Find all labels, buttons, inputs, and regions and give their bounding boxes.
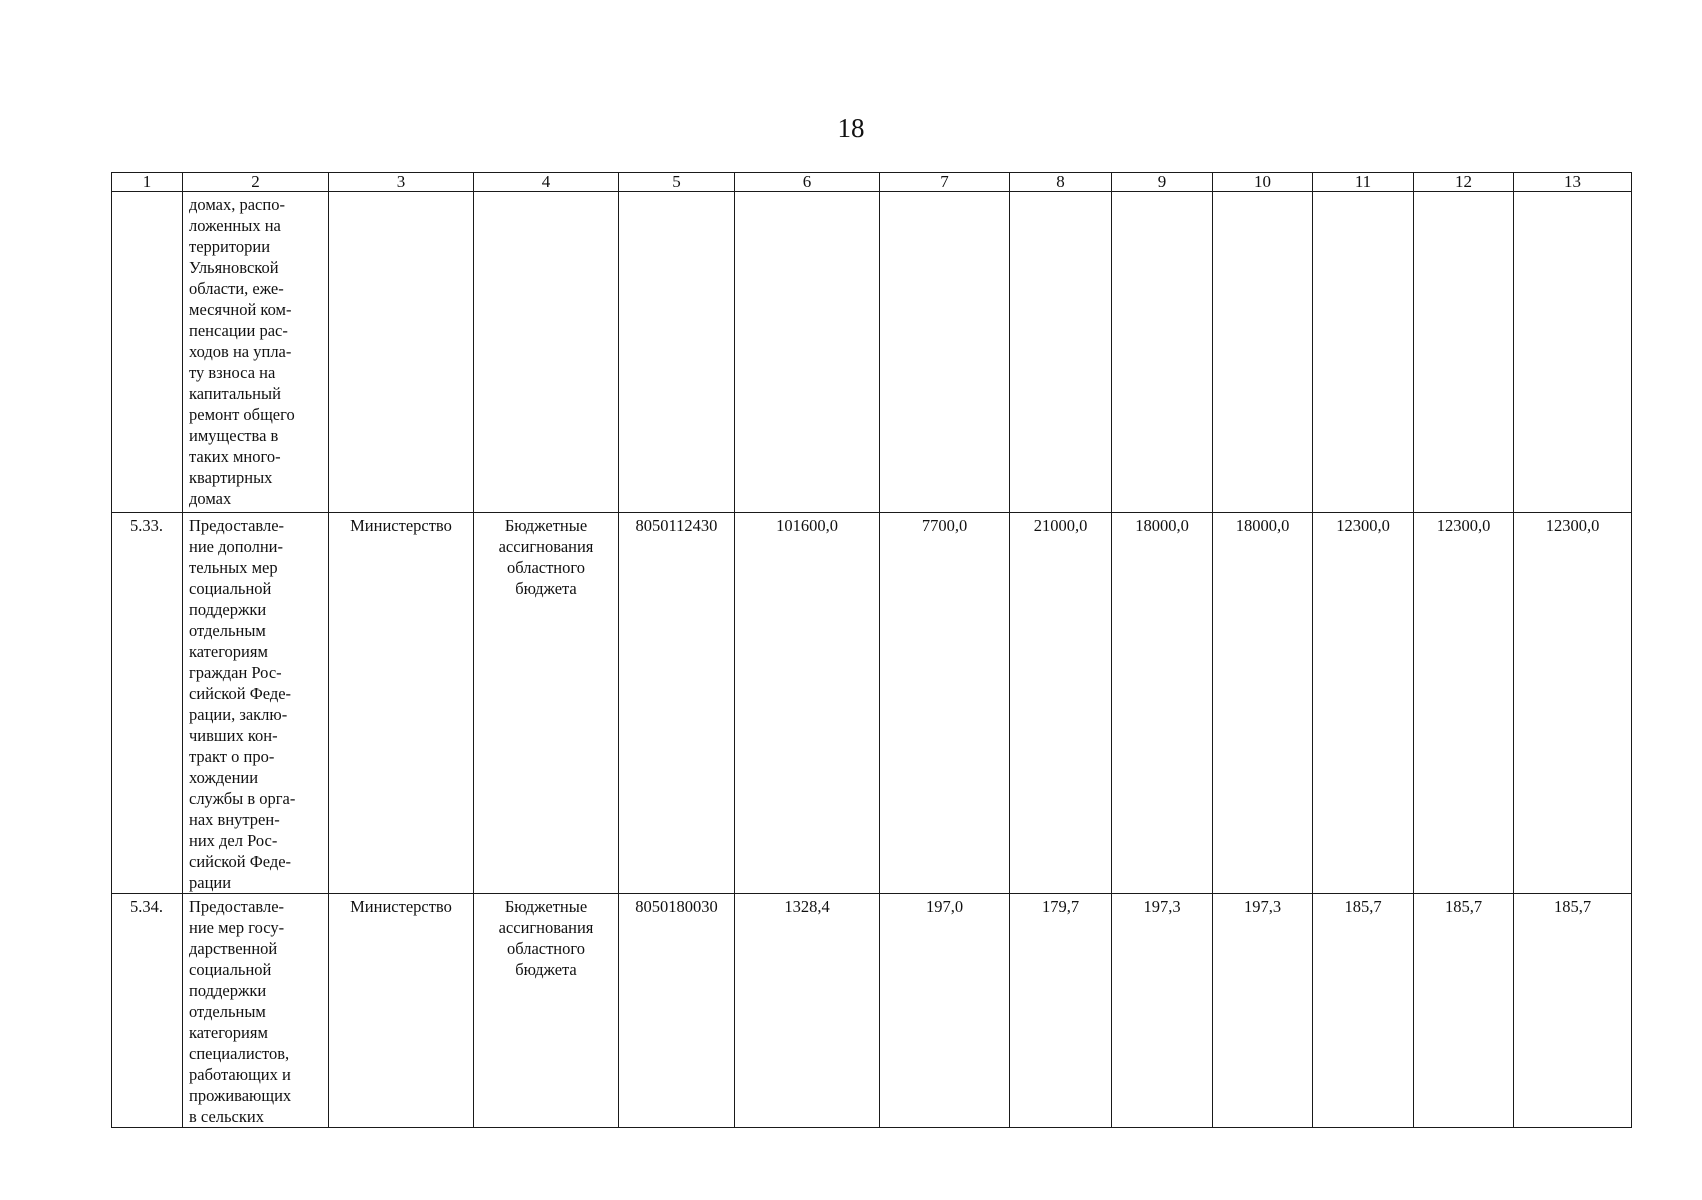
funding-source — [474, 192, 619, 513]
year-amount: 12300,0 — [1414, 513, 1514, 894]
column-header: 1 — [112, 173, 183, 192]
column-header: 5 — [619, 173, 735, 192]
column-header: 12 — [1414, 173, 1514, 192]
budget-code: 8050180030 — [619, 894, 735, 1128]
measure-name: Предоставле- ние дополни- тельных мер социальной поддержки отдельным категориям граждан Рос- сийской Феде- рации, заклю- чивших кон- тракт о про- хождении службы в орга- нах внутрен- них дел Рос- сийской Феде- рации — [183, 513, 329, 894]
column-header: 2 — [183, 173, 329, 192]
measure-name: домах, распо- ложенных на территории Ульяновской области, еже- месячной ком- пенсации рас- ходов на упла- ту взноса на капитальный ремонт общего имущества в таких много- квартирных домах — [183, 192, 329, 513]
year-amount — [1514, 192, 1632, 513]
year-amount: 18000,0 — [1213, 513, 1313, 894]
budget-code — [619, 192, 735, 513]
executor — [329, 192, 474, 513]
year-amount — [1010, 192, 1112, 513]
page-number: 18 — [837, 113, 865, 143]
table-row — [112, 192, 1632, 513]
executor: Министерство — [329, 894, 474, 1128]
column-header: 8 — [1010, 173, 1112, 192]
row-number: 5.34. — [112, 894, 183, 1128]
column-header: 9 — [1112, 173, 1213, 192]
measure-name: Предоставле- ние мер госу- дарственной социальной поддержки отдельным категориям специалистов, работающих и проживающих в сельских — [183, 894, 329, 1128]
year-amount — [1112, 192, 1213, 513]
column-header: 13 — [1514, 173, 1632, 192]
total-amount: 101600,0 — [735, 513, 880, 894]
year-amount — [1414, 192, 1514, 513]
year-amount: 7700,0 — [880, 513, 1010, 894]
year-amount: 185,7 — [1414, 894, 1514, 1128]
funding-source: Бюджетные ассигнования областного бюджета — [474, 513, 619, 894]
budget-code: 8050112430 — [619, 513, 735, 894]
year-amount: 179,7 — [1010, 894, 1112, 1128]
column-header: 6 — [735, 173, 880, 192]
row-number: 5.33. — [112, 513, 183, 894]
year-amount: 21000,0 — [1010, 513, 1112, 894]
column-header: 3 — [329, 173, 474, 192]
total-amount — [735, 192, 880, 513]
row-number — [112, 192, 183, 513]
table-row — [112, 513, 1632, 894]
column-header: 7 — [880, 173, 1010, 192]
year-amount: 12300,0 — [1514, 513, 1632, 894]
year-amount: 197,3 — [1213, 894, 1313, 1128]
year-amount: 12300,0 — [1313, 513, 1414, 894]
column-number-row — [112, 173, 1632, 192]
executor: Министерство — [329, 513, 474, 894]
year-amount: 18000,0 — [1112, 513, 1213, 894]
year-amount: 197,3 — [1112, 894, 1213, 1128]
year-amount — [1313, 192, 1414, 513]
year-amount — [880, 192, 1010, 513]
total-amount: 1328,4 — [735, 894, 880, 1128]
year-amount: 197,0 — [880, 894, 1010, 1128]
year-amount: 185,7 — [1313, 894, 1414, 1128]
column-header: 4 — [474, 173, 619, 192]
column-header: 10 — [1213, 173, 1313, 192]
column-header: 11 — [1313, 173, 1414, 192]
funding-source: Бюджетные ассигнования областного бюджета — [474, 894, 619, 1128]
budget-table — [111, 172, 1632, 1128]
year-amount: 185,7 — [1514, 894, 1632, 1128]
year-amount — [1213, 192, 1313, 513]
table-row — [112, 894, 1632, 1128]
